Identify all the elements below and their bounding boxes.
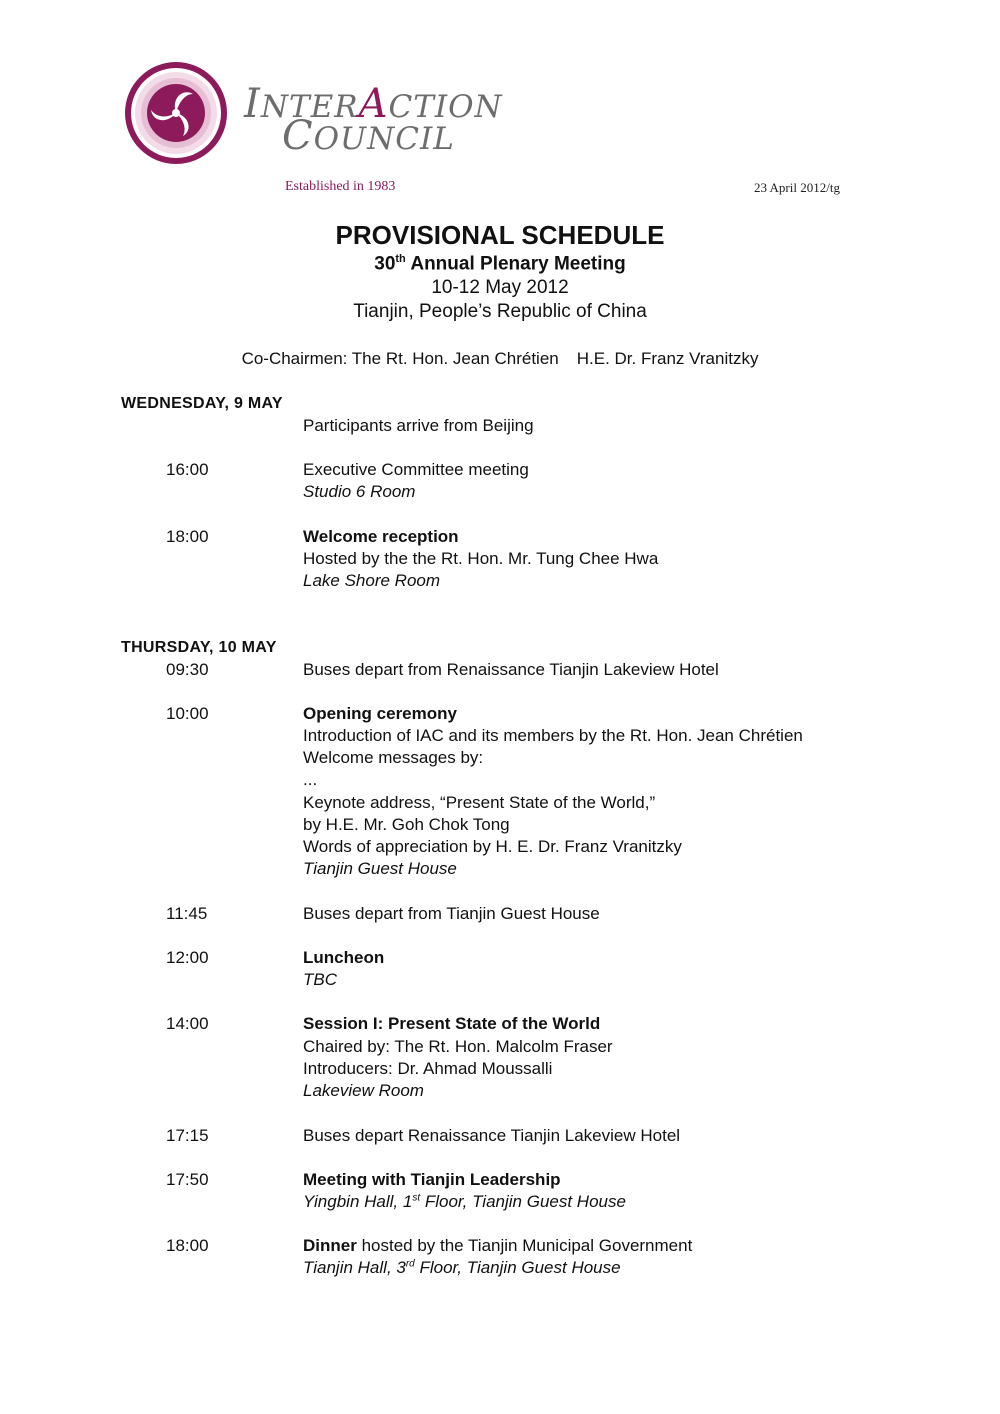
- day-heading-wednesday: WEDNESDAY, 9 MAY: [121, 395, 283, 412]
- event-venue: Lake Shore Room: [303, 571, 441, 590]
- org-word-part: OUNCIL: [313, 121, 455, 157]
- event-title: Buses depart Renaissance Tianjin Lakeview Hotel: [303, 1126, 681, 1145]
- event-venue: [303, 1258, 621, 1278]
- event-time: 09:30: [166, 660, 209, 679]
- edition-text: Annual Plenary Meeting: [405, 253, 626, 275]
- event-title: Opening ceremony: [303, 704, 457, 723]
- event-time: 18:00: [166, 527, 209, 546]
- co-chair-1: The Rt. Hon. Jean Chrétien: [351, 349, 559, 368]
- event-chair: Chaired by: The Rt. Hon. Malcolm Fraser: [303, 1037, 613, 1056]
- org-word-part: NTER: [260, 89, 359, 125]
- venue-suffix: rd: [405, 1258, 415, 1270]
- org-name-line2: [282, 113, 455, 159]
- event-detail: ...: [303, 770, 318, 789]
- event-title: Meeting with Tianjin Leadership: [303, 1170, 561, 1189]
- event-venue: Lakeview Room: [303, 1081, 424, 1100]
- event-time: 16:00: [166, 460, 209, 479]
- event-time: 11:45: [166, 904, 208, 923]
- event-time: 10:00: [166, 704, 209, 723]
- org-letter: I: [244, 81, 261, 127]
- meeting-subtitle: [0, 253, 1000, 275]
- event-detail: Words of appreciation by H. E. Dr. Franz Vranitzky: [303, 837, 682, 856]
- event-title: Buses depart from Renaissance Tianjin Lakeview Hotel: [303, 660, 719, 679]
- org-word-part: CTION: [388, 89, 503, 125]
- co-chairmen: [0, 349, 1000, 369]
- venue-part: Floor, Tianjin Guest House: [414, 1258, 621, 1277]
- venue-suffix: st: [412, 1192, 421, 1204]
- event-title: Luncheon: [303, 948, 385, 967]
- arrival-note: Participants arrive from Beijing: [303, 416, 534, 435]
- event-title-bold: Dinner: [303, 1236, 357, 1255]
- event-time: 17:50: [166, 1170, 209, 1189]
- document-date: 23 April 2012/tg: [754, 180, 840, 195]
- event-time: 18:00: [166, 1236, 209, 1255]
- event-venue: TBC: [303, 970, 337, 989]
- event-title: Session I: Present State of the World: [303, 1014, 601, 1033]
- event-title: Executive Committee meeting: [303, 460, 529, 479]
- event-title: [303, 1236, 692, 1256]
- venue-part: Tianjin Hall, 3: [303, 1258, 406, 1277]
- edition-suffix: th: [395, 253, 406, 265]
- page-title: PROVISIONAL SCHEDULE: [335, 220, 665, 250]
- meeting-location: Tianjin, People’s Republic of China: [353, 301, 647, 322]
- event-time: 12:00: [166, 948, 209, 967]
- event-detail: Introduction of IAC and its members by the Rt. Hon. Jean Chrétien: [303, 726, 803, 745]
- event-venue: Tianjin Guest House: [303, 859, 457, 878]
- venue-part: Floor, Tianjin Guest House: [420, 1192, 626, 1211]
- event-time: 17:15: [166, 1126, 209, 1145]
- event-detail: Keynote address, “Present State of the World,”: [303, 793, 656, 812]
- meeting-dates: 10-12 May 2012: [431, 277, 569, 298]
- triskelion-circle-logo-icon: [121, 58, 231, 168]
- org-letter-accent: A: [358, 81, 389, 127]
- event-host: Hosted by the the Rt. Hon. Mr. Tung Chee Hwa: [303, 549, 659, 568]
- venue-part: Yingbin Hall, 1: [303, 1192, 413, 1211]
- event-detail: Welcome messages by:: [303, 748, 484, 767]
- edition-number: 30: [374, 253, 396, 275]
- event-title: Welcome reception: [303, 527, 459, 546]
- event-title-rest: hosted by the Tianjin Municipal Government: [356, 1236, 693, 1255]
- event-introducers: Introducers: Dr. Ahmad Moussalli: [303, 1059, 553, 1078]
- org-letter: C: [282, 113, 314, 159]
- event-time: 14:00: [166, 1014, 209, 1033]
- co-chairmen-label: Co-Chairmen:: [241, 349, 352, 368]
- event-detail: by H.E. Mr. Goh Chok Tong: [303, 815, 510, 834]
- day-heading-thursday: THURSDAY, 10 MAY: [121, 639, 277, 656]
- co-chair-2: H.E. Dr. Franz Vranitzky: [576, 349, 759, 368]
- event-venue: [303, 1192, 626, 1212]
- established-text: Established in 1983: [285, 179, 396, 194]
- event-title: Buses depart from Tianjin Guest House: [303, 904, 600, 923]
- event-venue: Studio 6 Room: [303, 482, 416, 501]
